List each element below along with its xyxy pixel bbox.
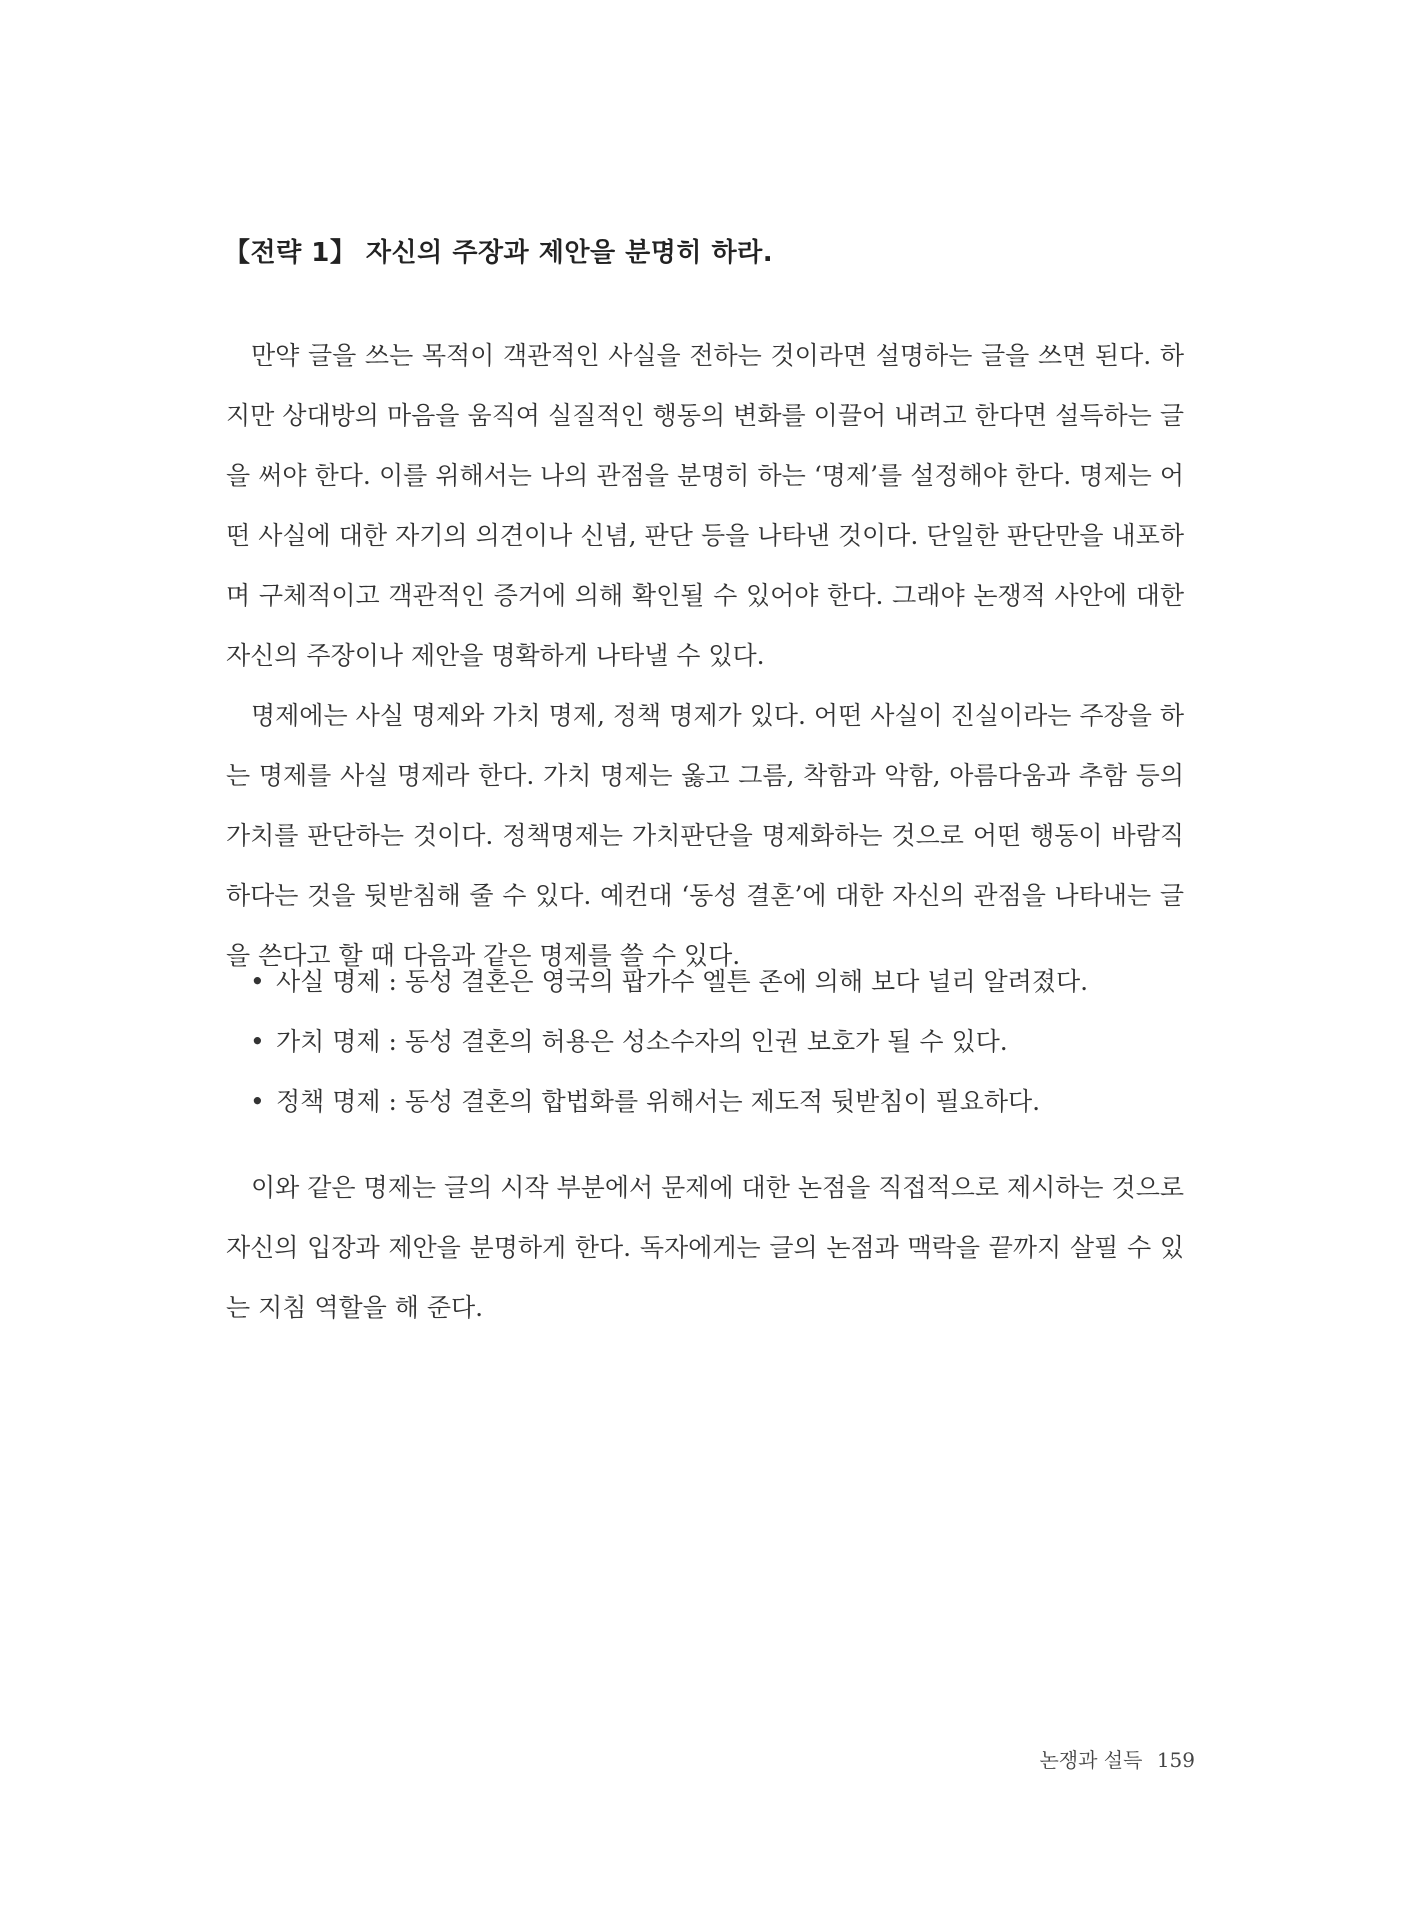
paragraph-proposition-types: 명제에는 사실 명제와 가치 명제, 정책 명제가 있다. 어떤 사실이 진실이라는 주장을 하는 명제를 사실 명제라 한다. 가치 명제는 옳고 그름, 착함과 악함, 아름다움과 추함 등의 가치를 판단하는 것이다. 정책명제는 가치판단을 명제화하는 것으로 어떤 행동이 바람직하다는 것을 뒷받침해 줄 수 있다. 예컨대 ‘동성 결혼’에 대한 자신의 관점을 나타내는 글을 쓴다고 할 때 다음과 같은 명제를 쓸 수 있다. [226,701,1184,970]
section-heading: 【전략 1】 자신의 주장과 제안을 분명히 하라. [224,238,774,268]
page-footer [1039,1744,1195,1773]
bullet-marker: • [250,1027,265,1056]
proposition-examples-list [250,952,1180,1132]
bullet-marker: • [250,1087,265,1116]
paragraph-intro: 만약 글을 쓰는 목적이 객관적인 사실을 전하는 것이라면 설명하는 글을 쓰면 된다. 하지만 상대방의 마음을 움직여 실질적인 행동의 변화를 이끌어 내려고 한다면 설득하는 글을 써야 한다. 이를 위해서는 나의 관점을 분명히 하는 ‘명제’를 설정해야 한다. 명제는 어떤 사실에 대한 자기의 의견이나 신념, 판단 등을 나타낸 것이다. 단일한 판단만을 내포하며 구체적이고 객관적인 증거에 의해 확인될 수 있어야 한다. 그래야 논쟁적 사안에 대한 자신의 주장이나 제안을 명확하게 나타낼 수 있다. [226,341,1184,670]
list-item [250,1012,1180,1072]
bullet-marker: • [250,967,265,996]
list-item [250,952,1180,1012]
list-item-text: 가치 명제 : 동성 결혼의 허용은 성소수자의 인권 보호가 될 수 있다. [276,1027,1008,1056]
page-number: 159 [1156,1748,1195,1772]
list-item [250,1072,1180,1132]
list-item-text: 정책 명제 : 동성 결혼의 합법화를 위해서는 제도적 뒷받침이 필요하다. [276,1087,1041,1116]
body-text-bottom [226,1158,1184,1338]
list-item-text: 사실 명제 : 동성 결혼은 영국의 팝가수 엘튼 존에 의해 보다 널리 알려졌다. [276,967,1089,996]
body-text-top [226,326,1184,986]
paragraph-closing: 이와 같은 명제는 글의 시작 부분에서 문제에 대한 논점을 직접적으로 제시하는 것으로 자신의 입장과 제안을 분명하게 한다. 독자에게는 글의 논점과 맥락을 끝까지 살필 수 있는 지침 역할을 해 준다. [226,1173,1184,1322]
running-section-title: 논쟁과 설득 [1039,1748,1143,1772]
